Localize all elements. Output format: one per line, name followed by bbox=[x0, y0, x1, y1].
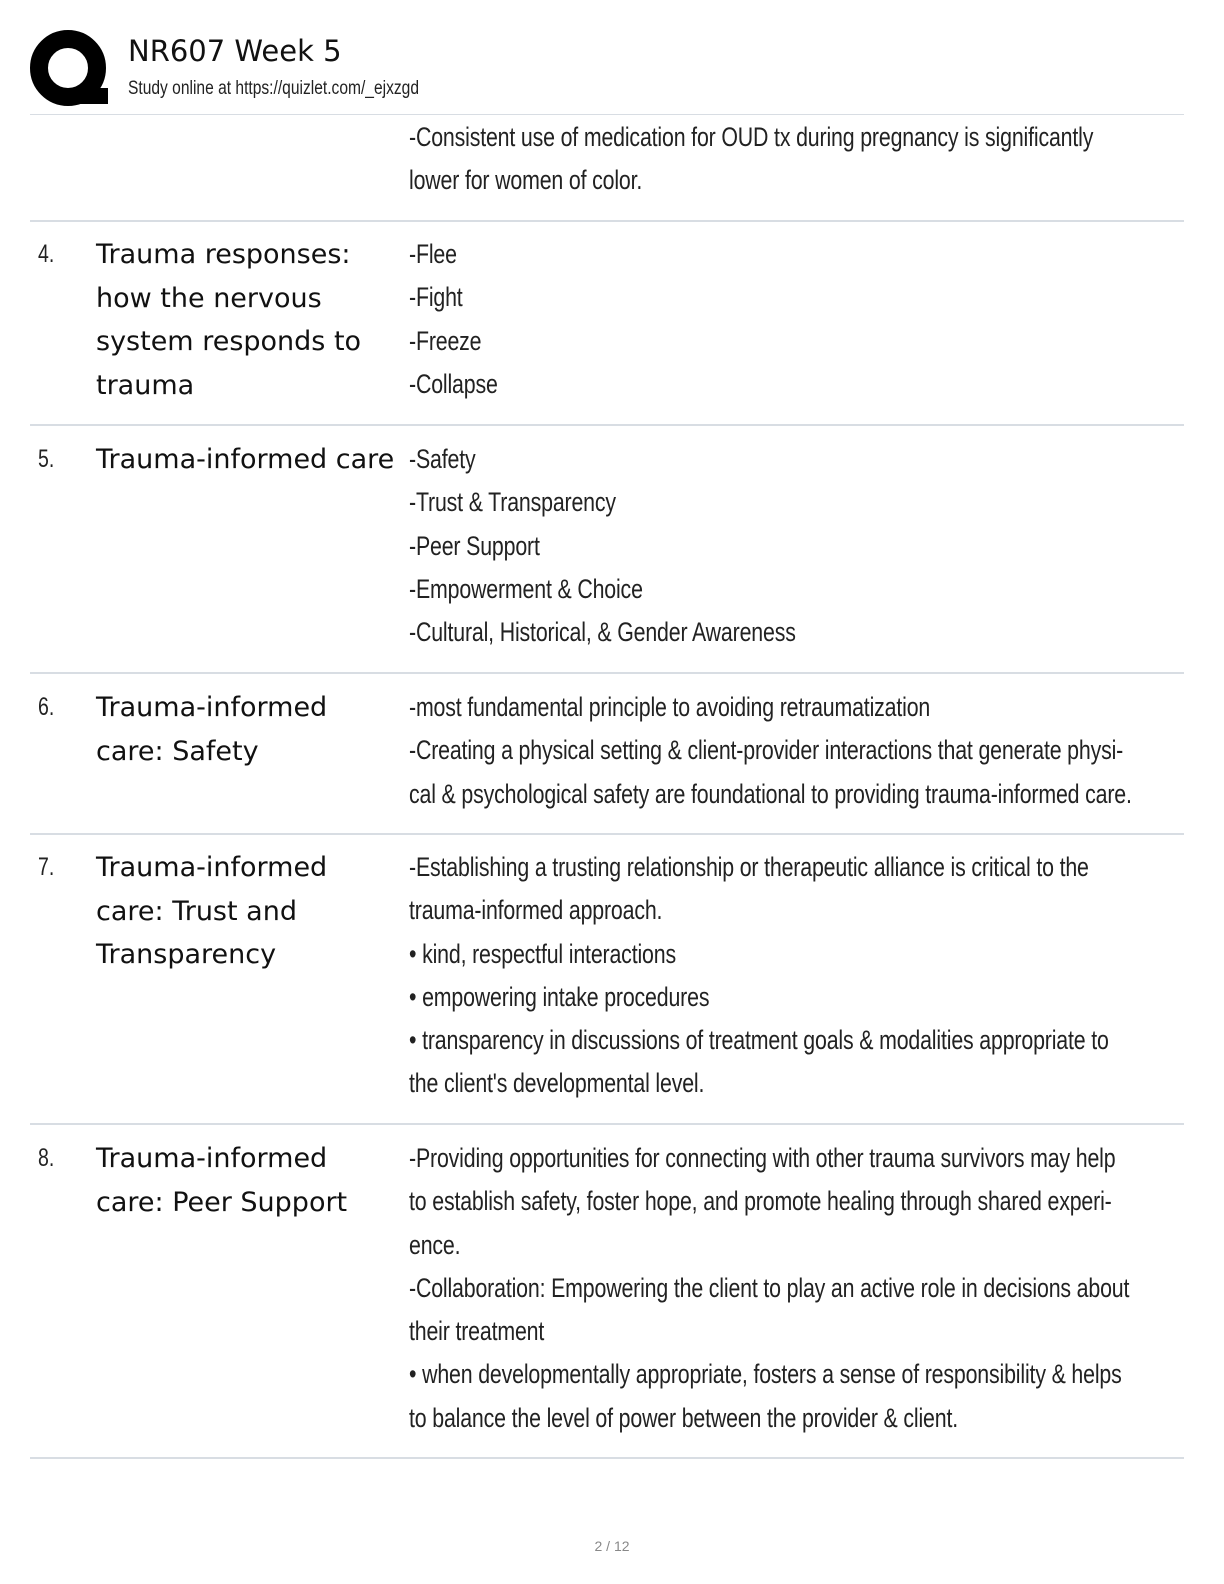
card-definition bbox=[409, 233, 1160, 406]
card-divider bbox=[30, 672, 1184, 674]
definition-line: -Establishing a trusting relationship or therapeutic alliance is critical to the bbox=[409, 852, 1089, 882]
definition-line: -Consistent use of medication for OUD tx during pregnancy is significantly bbox=[409, 122, 1094, 152]
definition-line: to balance the level of power between the provider & client. bbox=[409, 1402, 959, 1433]
quizlet-logo-icon bbox=[30, 30, 110, 110]
card-divider bbox=[30, 220, 1184, 222]
definition-line: -Collaboration: Empowering the client to play an active role in decisions about bbox=[409, 1272, 1130, 1303]
definition-line: -Flee bbox=[409, 239, 457, 269]
card-number: 5. bbox=[38, 445, 55, 473]
card-number: 6. bbox=[38, 693, 55, 721]
card-definition bbox=[409, 438, 1160, 654]
card-number: 4. bbox=[38, 240, 55, 268]
page-header bbox=[30, 30, 1190, 114]
definition-line: -Peer Support bbox=[409, 530, 540, 561]
deck-title: NR607 Week 5 bbox=[128, 34, 342, 68]
definition-line: • empowering intake procedures bbox=[409, 981, 710, 1012]
definition-line: cal & psychological safety are foundational to providing trauma-informed care. bbox=[409, 778, 1132, 809]
definition-line: -Collapse bbox=[409, 368, 498, 399]
card-term: Trauma-informed care bbox=[96, 444, 395, 475]
page-indicator: 2 / 12 bbox=[594, 1538, 630, 1554]
definition-line: -Safety bbox=[409, 444, 476, 474]
card-number: 7. bbox=[38, 853, 55, 881]
definition-line: their treatment bbox=[409, 1316, 545, 1347]
card-term: Trauma-informed care: Trust and Transparency bbox=[96, 852, 328, 970]
definition-line: -Cultural, Historical, & Gender Awareness bbox=[409, 617, 796, 648]
card-divider bbox=[30, 1457, 1184, 1459]
card-number: 8. bbox=[38, 1144, 55, 1172]
definition-line: • transparency in discussions of treatment goals & modalities appropriate to bbox=[409, 1025, 1109, 1056]
card-definition bbox=[409, 846, 1160, 1106]
definition-line: -most fundamental principle to avoiding retraumatization bbox=[409, 692, 931, 722]
definition-line: • when developmentally appropriate, fosters a sense of responsibility & helps bbox=[409, 1359, 1122, 1390]
card-divider bbox=[30, 1123, 1184, 1125]
definition-line: -Fight bbox=[409, 282, 463, 313]
definition-line: -Freeze bbox=[409, 325, 482, 356]
definition-line: to establish safety, foster hope, and promote healing through shared experi- bbox=[409, 1186, 1112, 1217]
card-term: Trauma responses: how the nervous system responds to trauma bbox=[96, 239, 362, 401]
card-term: Trauma-informed care: Peer Support bbox=[96, 1143, 348, 1218]
card-term: Trauma-informed care: Safety bbox=[96, 692, 328, 767]
definition-line: -Creating a physical setting & client-provider interactions that generate physi- bbox=[409, 735, 1124, 766]
definition-line: the client's developmental level. bbox=[409, 1068, 705, 1099]
definition-line: -Providing opportunities for connecting with other trauma survivors may help bbox=[409, 1143, 1116, 1173]
definition-line: lower for women of color. bbox=[409, 165, 643, 196]
study-url-line: Study online at https://quizlet.com/_ejxzgd bbox=[128, 78, 419, 99]
card-divider bbox=[30, 833, 1184, 835]
header-divider bbox=[30, 114, 1184, 115]
definition-line: • kind, respectful interactions bbox=[409, 938, 676, 969]
definition-line: -Trust & Transparency bbox=[409, 487, 616, 518]
definition-line: -Empowerment & Choice bbox=[409, 573, 643, 604]
definition-line: trauma-informed approach. bbox=[409, 895, 663, 926]
card-divider bbox=[30, 424, 1184, 426]
card-definition bbox=[409, 116, 1160, 203]
card-definition bbox=[409, 686, 1160, 816]
definition-line: ence. bbox=[409, 1229, 461, 1260]
card-definition bbox=[409, 1137, 1160, 1440]
